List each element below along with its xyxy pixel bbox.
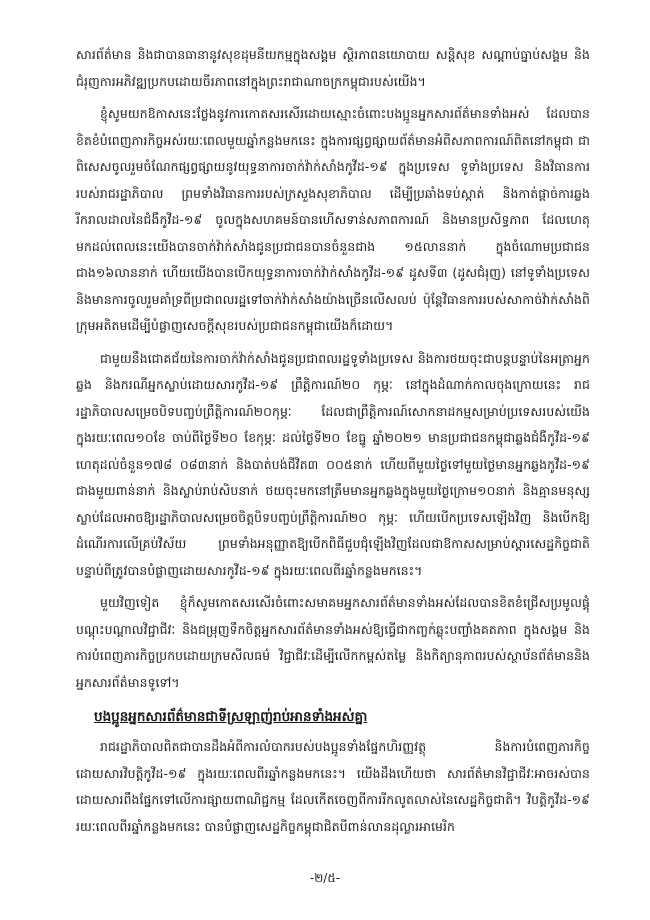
page-number: -២/៥- xyxy=(309,871,341,885)
paragraph-associations: មួយវិញទៀត ខ្ញុំក៏សូមកោតសរសើរចំពោះសមាគមអ្នកសារព័ត៌មានទាំងអស់ដែលបានខិតខំជ្រើសប្រមូលផ្តុំបណ្តុះបណ្តាលវិជ្ជាជីវៈ និងជម្រុញទឹកចិត្តអ្នកសារព័ត៌មានទាំងអស់ឱ្យធ្វើជាកញ្ចក់ឆ្លុះបញ្ចាំងគតភាព ក្នុងសង្គម និងការបំពេញភារកិច្ចប្រកបដោយក្រមសីលធម៌ វិជ្ជាជីវៈដើម្បីលើកកម្ពស់តម្លៃ និងកិត្យានុភាពរបស់ស្ថាប័នព័ត៌មាននិងអ្នកសារព័ត៌មានទូទៅ។ xyxy=(76,595,590,690)
paragraph-covid-success: ជាមួយនឹងជោគជ័យនៃការចាក់វ៉ាក់សាំងជូនប្រជាពលរដ្ឋទូទាំងប្រទេស និងការថយចុះជាបន្តបន្ទាប់នៃអត្រាអ្នកឆ្លង និងករណីអ្នកស្លាប់ដោយសារកូវីដ-១៩ ព្រឹត្តិការណ៍២០ កុម្ភៈ នៅក្នុងដំណាក់កាលចុងក្រោយនេះ រាជរដ្ឋាភិបាលសម្រេចបិទបញ្ចប់ព្រឹត្តិការណ៍២០កុម្ភៈ ដែលជាព្រឹត្តិការណ៍សោកនាដកម្មសម្រាប់ប្រទេសរបស់យើងក្នុងរយៈពេល១០ខែ ចាប់ពីថ្ងៃទី២០ ខែកុម្ភៈ ដល់ថ្ងៃទី២០ ខែធ្នូ ឆ្នាំ២០២១ មានប្រជាជនកម្ពុជាឆ្លងជំងឺកូវីដ-១៩ ហេតុដល់ចំនួន១៧៨ ០៨៣នាក់ និងបាត់បង់ជីវិត៣ ០០៥នាក់ ហើយពីមួយថ្ងៃទៅមួយថ្ងៃមានអ្នកឆ្លងកូវីដ-១៩ ជាងមួយពាន់នាក់ និងស្លាប់រាប់សិបនាក់ ថយចុះមកនៅត្រឹមមានអ្នកឆ្លងក្នុងមួយថ្ងៃក្រោម១០នាក់ និងគ្មានមនុស្សស្លាប់ដែលអាចឱ្យរដ្ឋាភិបាលសម្រេចចិត្តបិទបញ្ចប់ព្រឹត្តិការណ៍២០ កុម្ភៈ ហើយបើកប្រទេសឡើងវិញ និងបើកឱ្យដំណើរការលើគ្រប់វិស័យ ព្រមទាំងអនុញ្ញាតឱ្យបើកពិធីជួបជុំឡើងវិញដែលជាឱកាសសម្រាប់ស្តារសេដ្ឋកិច្ចជាតិបន្ទាប់ពីត្រូវបានបំផ្លាញដោយសារកូវីដ-១៩ ក្នុងរយៈពេលពីរឆ្នាំកន្លងមកនេះ។ xyxy=(76,350,590,578)
paragraph-closing: រាជរដ្ឋាភិបាលពិតជាបានដឹងអំពីការលំបាករបស់បងប្អូនទាំងផ្នែកហិរញ្ញវត្ថុ និងការបំពេញភារកិច្ចដោយសារវិបត្តិកូវីដ-១៩ ក្នុងរយៈពេលពីរឆ្នាំកន្លងមកនេះ។ យើងដឹងហើយថា សារព័ត៌មានវិជ្ជាជីវៈអាចរស់បានដោយសារពឹងផ្នែកទៅលើការផ្សាយពាណិជ្ជកម្ម ដែលកើតចេញពីការរីកលូតលាស់នៃសេដ្ឋកិច្ចជាតិ។ វិបត្តិកូវីដ-១៩ រយៈពេលពីរឆ្នាំកន្លងមកនេះ បានបំផ្លាញសេដ្ឋកិច្ចកម្ពុជាជិតបីពាន់លានដុល្លារអាមេរិក xyxy=(76,739,590,834)
paragraph-intro: សារព័ត៌មាន និងជាបានធានានូវសុខដុមនីយកម្មក្នុងសង្គម ស្ថិរភាពនយោបាយ សន្តិសុខ សណ្តាប់ធ្នាប់សង្គម និងជំរុញការអភិវឌ្ឍប្រកបដោយចីរភាពនៅក្នុងព្រះរាជាណាចក្រកម្ពុជារបស់យើង។ xyxy=(76,47,590,89)
paragraph-appreciation: ខ្ញុំសូមយកឱកាសនេះថ្លែងនូវការកោតសរសើរដោយស្មោះចំពោះបងប្អូនអ្នកសារព័ត៌មានទាំងអស់ ដែលបានខិតខំបំពេញភារកិច្ចអស់រយៈពេលមួយឆ្នាំកន្លងមកនេះ ក្នុងការផ្សព្វផ្សាយព័ត៌មានអំពីសភាពការណ៍ពិតនៅកម្ពុជា ជាពិសេសចូលរួមចំណែកផ្សព្វផ្សាយនូវយុទ្ធនាការចាក់វ៉ាក់សាំងកូវីដ-១៩ ក្នុងប្រទេស ទូទាំងប្រទេស និងវិធានការរបស់រាជរដ្ឋាភិបាល ព្រមទាំងវិធានការរបស់ក្រសួងសុខាភិបាល ដើម្បីប្រឆាំងទប់ស្កាត់ និងកាត់ផ្តាច់ការឆ្លងរីករាលដាលនៃជំងឺកូវីដ-១៩ ចូលក្នុងសហគមន៍បានហើសទាន់សភាពការណ៍ និងមានប្រសិទ្ធភាព ដែលហេតុមកដល់ពេលនេះយើងបានចាក់វ៉ាក់សាំងជូនប្រជាជនបានចំនួនជាង ១៥លាននាក់ ក្នុងចំណោមប្រជាជនជាង១៦លាននាក់ ហើយយើងបានបើកយុទ្ធនាការចាក់វ៉ាក់សាំងកូវីដ-១៩ ដូសទី៣ (ដូសជំរុញ) នៅទូទាំងប្រទេស និងមានការចូលរួមគាំទ្រពីប្រជាពលរដ្ឋទៅចាក់វ៉ាក់សាំងយ៉ាងច្រើនលើសលប់ ប៉ុន្តែវិធានការរបស់សាកាច់វ៉ាក់សាំងពិក្រុមអតិតមដើម្បីបំផ្លាញសេចក្តីសុខរបស់ប្រជាជនកម្ពុជាយើងក៏ដោយ។ xyxy=(76,106,590,333)
section-heading: បងប្អូនអ្នកសារព័ត៌មានជាទីស្រឡាញ់រាប់អានទាំងអស់គ្នា xyxy=(94,709,368,725)
